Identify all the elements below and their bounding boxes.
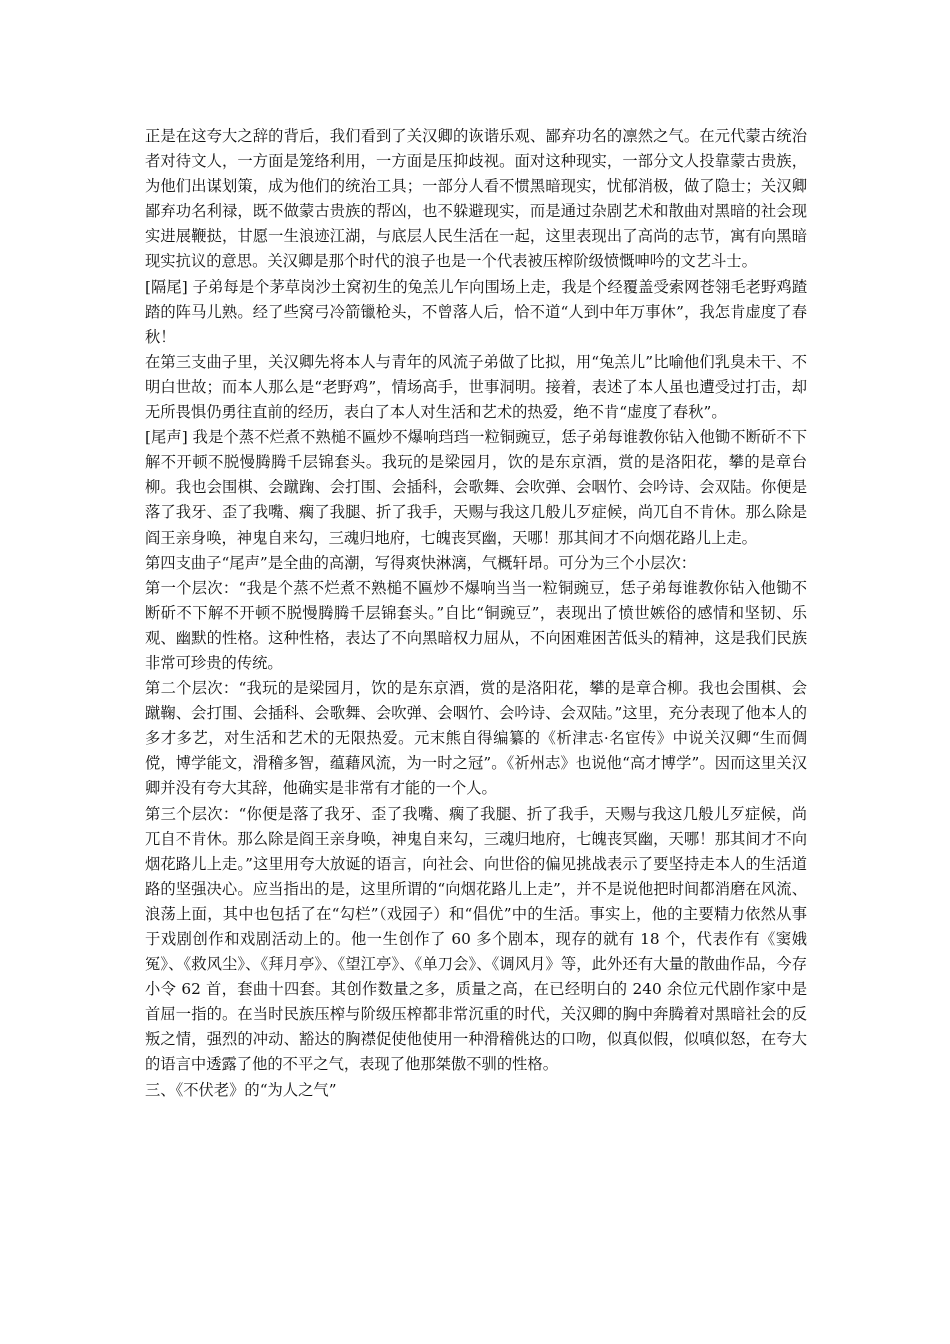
paragraph-level-1: 第一个层次：“我是个蒸不烂煮不熟槌不匾炒不爆响当当一粒铜豌豆，恁子弟每谁教你钻入他锄不断斫不下解不开顿不脱慢腾腾千层锦套头。”自比“铜豌豆”，表现出了愤世嫉俗的感情和坚韧、乐观、幽默的性格。这种性格，表达了不向黑暗权力屈从，不向困难困苦低头的精神，这是我们民族非常可珍贵的传统。: [145, 578, 807, 672]
paragraph-level-3: 第三个层次：“你便是落了我牙、歪了我嘴、瘸了我腿、折了我手，天赐与我这几般儿歹症候，尚兀自不肯休。那么除是阎王亲身唤，神鬼自来勾，三魂归地府，七魄丧冥幽，天哪！那其间才不向烟花路儿上走。”这里用夸大放诞的语言，向社会、向世俗的偏见挑战表示了要坚持走本人的生活道路的坚强决心。应当指出的是，这里所谓的“向烟花路儿上走”，并不是说他把时间都消磨在风流、浪荡上面，其中也包括了在“勾栏”（戏园子）和“倡优”中的生活。事实上，他的主要精力依然从事于戏剧创作和戏剧活动上的。他一生创作了 60 多个剧本，现存的就有 18 个，代表作有《窦娥冤》、《救风尘》、《拜月亭》、《望江亭》、《单刀会》、《调风月》等，此外还有大量的散曲作品，今存小令 62 首，套曲十四套。其创作数量之多，质量之高，在已经明白的 240 余位元代剧作家中是首屈一指的。在当时民族压榨与阶级压榨都非常沉重的时代，关汉卿的胸中奔腾着对黑暗社会的反叛之情，强烈的冲动、豁达的胸襟促使他使用一种滑稽佻达的口吻，似真似假，似嗔似怒，在夸大的语言中透露了他的不平之气，表现了他那桀傲不驯的性格。: [145, 804, 807, 1074]
paragraph-level-2: 第二个层次：“我玩的是梁园月，饮的是东京酒，赏的是洛阳花，攀的是章合柳。我也会围棋、会蹴鞠、会打围、会插科、会歌舞、会吹弹、会咽竹、会吟诗、会双陆。”这里，充分表现了他本人的多才多艺，对生活和艺术的无限热爱。元末熊自得编纂的《析津志·名宦传》中说关汉卿“生而倜傥，博学能文，滑稽多智，蕴藉风流，为一时之冠”。《祈州志》也说他“高才博学”。因而这里关汉卿并没有夸大其辞，他确实是非常有才能的一个人。: [145, 679, 807, 798]
section-heading-3: 三、《不伏老》的“为人之气”: [145, 1080, 337, 1099]
paragraph-weisheng-verse: [尾声] 我是个蒸不烂煮不熟槌不匾炒不爆响珰珰一粒铜豌豆，恁子弟每谁教你钻入他锄不断斫不下解不开顿不脱慢腾腾千层锦套头。我玩的是梁园月，饮的是东京酒，赏的是洛阳花，攀的是章台柳。我也会围棋、会蹴踘、会打围、会插科，会歌舞、会吹弹、会咽竹、会吟诗、会双陆。你便是落了我牙、歪了我嘴、瘸了我腿、折了我手，天赐与我这几般儿歹症候，尚兀自不肯休。那么除是阎王亲身唤，神鬼自来勾，三魂归地府，七魄丧冥幽，天哪！那其间才不向烟花路儿上走。: [145, 428, 807, 547]
paragraph-commentary-1: 正是在这夸大之辞的背后，我们看到了关汉卿的诙谐乐观、鄙弃功名的凛然之气。在元代蒙古统治者对待文人，一方面是笼络利用，一方面是压抑歧视。面对这种现实，一部分文人投靠蒙古贵族，为他们出谋划策，成为他们的统治工具；一部分人看不惯黑暗现实，忧郁消极，做了隐士；关汉卿鄙弃功名利禄，既不做蒙古贵族的帮凶，也不躲避现实，而是通过杂剧艺术和散曲对黑暗的社会现实进展鞭挞，甘愿一生浪迹江湖，与底层人民生活在一起，这里表现出了高尚的志节，寓有向黑暗现实抗议的意思。关汉卿是那个时代的浪子也是一个代表被压榨阶级愤慨呻吟的文艺斗士。: [145, 127, 807, 271]
paragraph-commentary-3: 在第三支曲子里，关汉卿先将本人与青年的风流子弟做了比拟，用“兔羔儿”比喻他们乳臭未干、不明白世故；而本人那么是“老野鸡”，情场高手，世事洞明。接着，表述了本人虽也遭受过打击，却无所畏惧仍勇往直前的经历，表白了本人对生活和艺术的热爱，绝不肯“虚度了春秋”。: [145, 352, 807, 422]
document-body: [145, 124, 807, 1103]
paragraph-commentary-4: 第四支曲子“尾声”是全曲的高潮，写得爽快淋漓，气概轩昂。可分为三个小层次：: [145, 553, 697, 572]
paragraph-gewei-verse: [隔尾] 子弟每是个茅草岗沙土窝初生的兔羔儿乍向围场上走，我是个经覆盖受索网苍翎毛老野鸡蹅踏的阵马儿熟。经了些窝弓冷箭镴枪头，不曾落人后，恰不道“人到中年万事休”，我怎肯虚度了春秋！: [145, 277, 807, 346]
